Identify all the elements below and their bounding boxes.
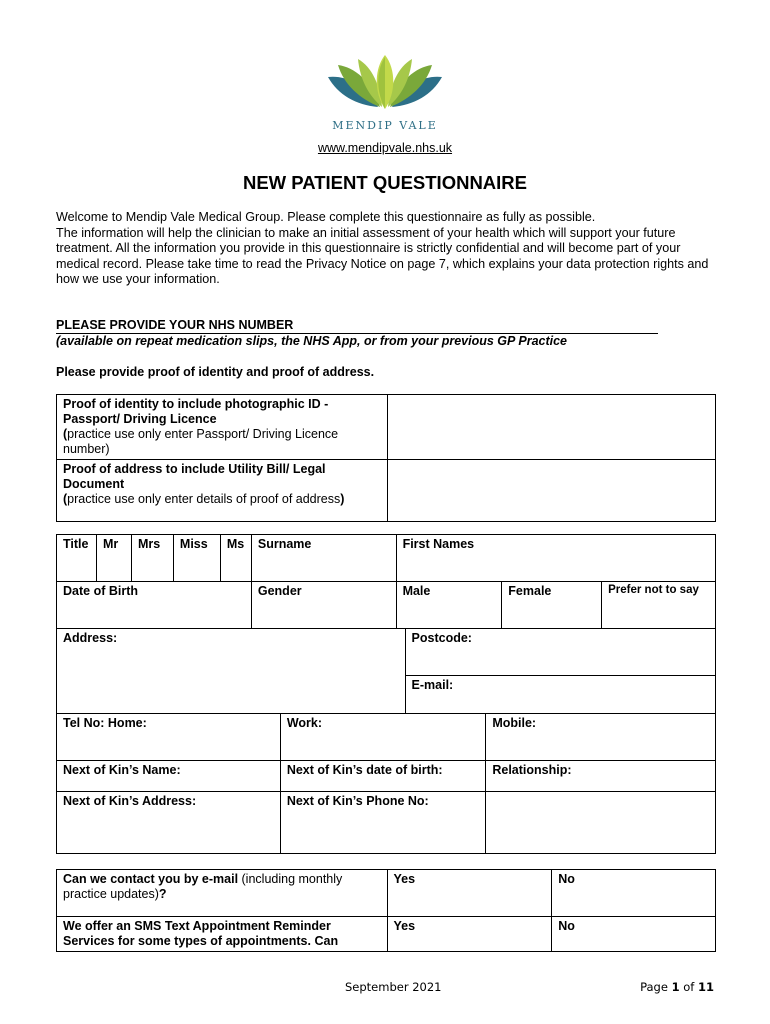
- email-consent-rest: (including monthly practice updates): [63, 872, 343, 901]
- proof-address-paren-open: (: [63, 492, 68, 506]
- tel-work-field[interactable]: Work:: [280, 714, 486, 761]
- kin-relationship-field[interactable]: Relationship:: [486, 761, 716, 792]
- nhs-number-note: (available on repeat medication slips, the NHS App, or from your previous GP Practice: [56, 334, 568, 348]
- mobile-field[interactable]: Mobile:: [486, 714, 716, 761]
- website-link[interactable]: www.mendipvale.nhs.uk: [317, 141, 453, 155]
- brand-name: MENDIP VALE: [332, 119, 438, 132]
- kin-name-field[interactable]: Next of Kin’s Name:: [57, 761, 281, 792]
- tel-home-field[interactable]: Tel No: Home:: [57, 714, 281, 761]
- proof-identity-title: Proof of identity to include photographic ID - Passport/ Driving Licence: [63, 397, 329, 426]
- contact-preferences-table: [56, 869, 716, 952]
- proof-identity-input[interactable]: [387, 395, 715, 460]
- email-consent-no[interactable]: No: [552, 870, 716, 917]
- kin-address-field[interactable]: Next of Kin’s Address:: [57, 792, 281, 854]
- proof-address-title: Proof of address to include Utility Bill/ Legal Document: [63, 462, 326, 491]
- page-current: 1: [671, 980, 680, 994]
- proof-identity-paren: (: [63, 427, 68, 441]
- email-field[interactable]: E-mail:: [405, 676, 715, 714]
- surname-field[interactable]: Surname: [251, 535, 396, 582]
- title-ms-option[interactable]: Ms: [220, 535, 251, 582]
- nhs-number-section: [56, 318, 666, 349]
- email-consent-question: [57, 870, 388, 917]
- sms-consent-question: We offer an SMS Text Appointment Reminder Services for some types of appointments. Can: [57, 917, 388, 952]
- title-miss-option[interactable]: Miss: [173, 535, 220, 582]
- footer-date: September 2021: [345, 980, 442, 994]
- page-of: of: [679, 980, 698, 994]
- kin-dob-field[interactable]: Next of Kin’s date of birth:: [280, 761, 486, 792]
- kin-extra-field[interactable]: [486, 792, 716, 854]
- intro-text: [56, 210, 721, 288]
- proof-table: [56, 394, 716, 522]
- email-consent-bold: Can we contact you by e-mail: [63, 872, 239, 886]
- proof-intro: Please provide proof of identity and proof of address.: [56, 365, 375, 379]
- sms-consent-no[interactable]: No: [552, 917, 716, 952]
- kin-phone-field[interactable]: Next of Kin’s Phone No:: [280, 792, 486, 854]
- intro-paragraph-2: The information will help the clinician to make an initial assessment of your health which will support your future treatment. All the information you provide in this questionnaire is strictly confidential and will become part of your medical record. Please take time to read the Privacy Notice on page 7, which explains your data protection rights and how we use your information.: [56, 225, 709, 287]
- date-of-birth-field[interactable]: Date of Birth: [57, 582, 252, 629]
- first-names-field[interactable]: First Names: [396, 535, 715, 582]
- postcode-field[interactable]: Postcode:: [405, 629, 715, 676]
- page-total: 11: [697, 980, 714, 994]
- proof-address-paren-close: ): [340, 492, 345, 506]
- sms-consent-yes[interactable]: Yes: [387, 917, 552, 952]
- intro-paragraph-1: Welcome to Mendip Vale Medical Group. Please complete this questionnaire as fully as possible.: [56, 210, 596, 224]
- gender-female-option[interactable]: Female: [502, 582, 602, 629]
- proof-identity-label: [57, 395, 388, 460]
- page-title: NEW PATIENT QUESTIONNAIRE: [242, 172, 527, 193]
- title-mrs-option[interactable]: Mrs: [131, 535, 173, 582]
- nhs-number-heading: PLEASE PROVIDE YOUR NHS NUMBER: [56, 318, 294, 332]
- proof-identity-note: practice use only enter Passport/ Driving Licence number): [63, 427, 339, 456]
- title-label: Title: [57, 535, 97, 582]
- gender-male-option[interactable]: Male: [396, 582, 502, 629]
- email-consent-yes[interactable]: Yes: [387, 870, 552, 917]
- title-mr-option[interactable]: Mr: [96, 535, 131, 582]
- email-consent-mark: ?: [158, 887, 167, 901]
- proof-address-note: practice use only enter details of proof of address: [67, 492, 341, 506]
- footer-page-number: [640, 980, 714, 994]
- nhs-number-field[interactable]: [56, 318, 658, 334]
- patient-details-table: [56, 534, 716, 854]
- gender-label: Gender: [251, 582, 396, 629]
- gender-prefer-not-option[interactable]: Prefer not to say: [602, 582, 716, 629]
- address-field[interactable]: Address:: [57, 629, 406, 714]
- page-prefix: Page: [640, 980, 672, 994]
- proof-address-input[interactable]: [387, 460, 715, 522]
- proof-address-label: [57, 460, 388, 522]
